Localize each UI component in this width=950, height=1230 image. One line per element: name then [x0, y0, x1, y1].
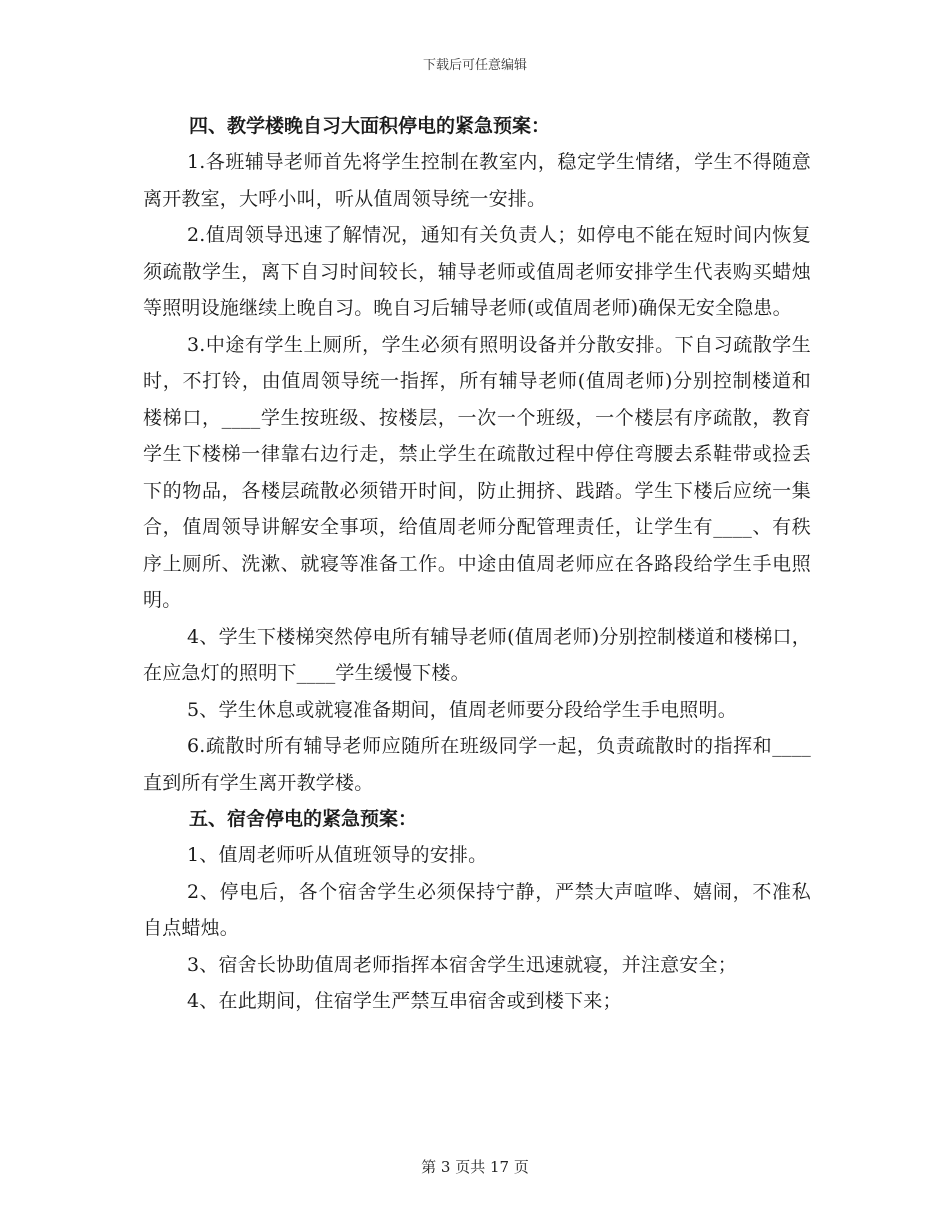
- paragraph-5-4: 4、在此期间，住宿学生严禁互串宿舍或到楼下来；: [187, 990, 622, 1012]
- paragraph-5-3: 3、宿舍长协助值周老师指挥本宿舍学生迅速就寝，并注意安全；: [187, 953, 737, 976]
- page-header: 下载后可任意编辑: [422, 58, 527, 73]
- document-body: [143, 108, 811, 1020]
- paragraph-4-5: 5、学生休息或就寝准备期间，值周老师要分段给学生手电照明。: [187, 698, 737, 721]
- section-heading-5: 五、宿舍停电的紧急预案：: [189, 808, 418, 830]
- paragraph-4-3: 3.中途有学生上厕所，学生必须有照明设备并分散安排。下自习疏散学生时，不打铃，由值周领导统一指挥，所有辅导老师(值周老师)分别控制楼道和楼梯口，____学生按班级、按楼层，一次一个班级，一个楼层有序疏散，教育学生下楼梯一律靠右边行走，禁止学生在疏散过程中停住弯腰去系鞋带或捡丢下的物品，各楼层疏散必须错开时间，防止拥挤、践踏。学生下楼后应统一集合，值周领导讲解安全事项，给值周老师分配管理责任，让学生有____、有秩序上厕所、洗漱、就寝等准备工作。中途由值周老师应在各路段给学生手电照明。: [143, 333, 811, 611]
- paragraph-4-4: 4、学生下楼梯突然停电所有辅导老师(值周老师)分别控制楼道和楼梯口，在应急灯的照明下____学生缓慢下楼。: [143, 625, 811, 684]
- paragraph-5-1: 1、值周老师听从值班领导的安排。: [187, 844, 488, 866]
- page-number: 第 3 页共 17 页: [421, 1158, 529, 1176]
- paragraph-5-2: 2、停电后，各个宿舍学生必须保持宁静，严禁大声喧哗、嬉闹，不准私自点蜡烛。: [143, 880, 811, 939]
- paragraph-4-2: 2.值周领导迅速了解情况，通知有关负责人；如停电不能在短时间内恢复须疏散学生，离下自习时间较长，辅导老师或值周老师安排学生代表购买蜡烛等照明设施继续上晚自习。晚自习后辅导老师(或值周老师)确保无安全隐患。: [143, 224, 811, 319]
- paragraph-4-6: 6.疏散时所有辅导老师应随所在班级同学一起，负责疏散时的指挥和____直到所有学生离开教学楼。: [143, 735, 811, 794]
- paragraph-4-1: 1.各班辅导老师首先将学生控制在教室内，稳定学生情绪，学生不得随意离开教室，大呼小叫，听从值周领导统一安排。: [143, 151, 811, 210]
- section-heading-4: 四、教学楼晚自习大面积停电的紧急预案：: [189, 115, 551, 137]
